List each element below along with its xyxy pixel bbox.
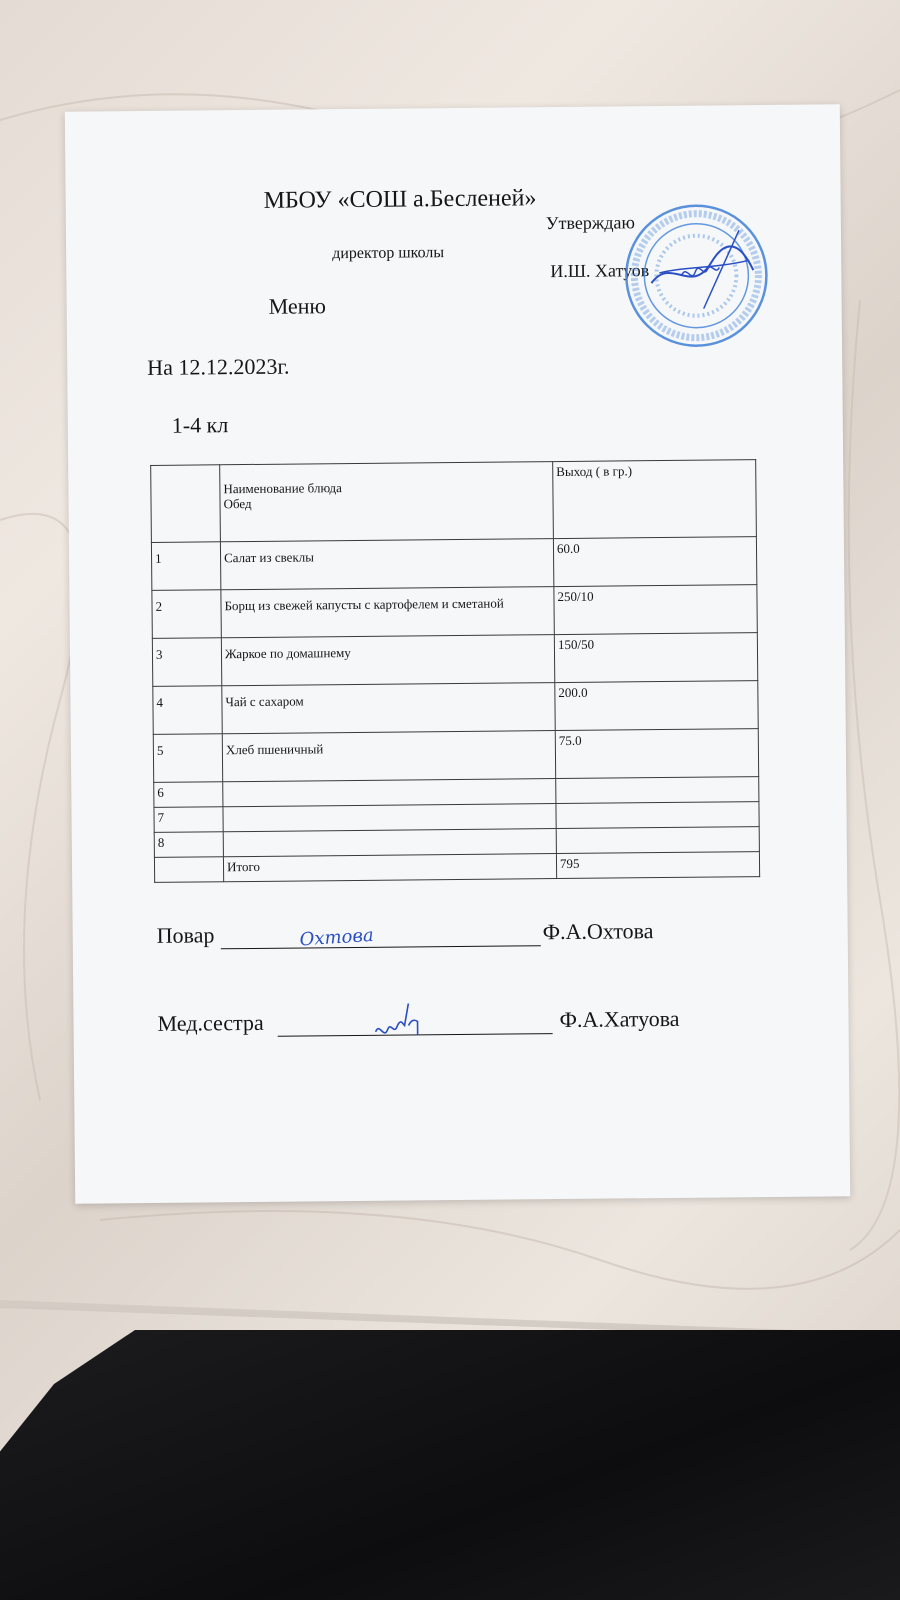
row-number: 8 (154, 832, 223, 858)
nurse-signature (371, 1001, 431, 1042)
dark-fabric (0, 1330, 900, 1600)
table-row (152, 633, 757, 687)
row-number: 7 (154, 807, 223, 833)
row-dish (223, 829, 556, 857)
row-yield: 60.0 (553, 537, 756, 587)
row-number: 6 (154, 782, 223, 808)
approve-label: Утверждаю (545, 212, 635, 234)
row-number: 5 (153, 734, 222, 783)
director-name: И.Ш. Хатуов (550, 260, 650, 282)
row-number: 1 (151, 542, 220, 591)
row-dish: Салат из свеклы (220, 539, 553, 590)
school-stamp (621, 200, 772, 351)
row-number: 4 (153, 686, 222, 735)
cook-signature (273, 915, 393, 956)
header-dish-cell (220, 462, 554, 542)
row-yield: 200.0 (555, 681, 758, 731)
table-row (153, 681, 758, 735)
menu-title: Меню (268, 293, 327, 319)
cook-signature-text: Охтова (299, 924, 375, 951)
row-yield: 250/10 (554, 585, 757, 635)
total-value: 795 (556, 852, 759, 879)
row-dish: Жаркое по домашнему (221, 635, 554, 686)
row-dish: Борщ из свежей капусты с картофелем и сметаной (221, 587, 554, 638)
total-label: Итого (223, 854, 556, 882)
table-header-row (151, 460, 757, 543)
cook-name: Ф.А.Охтова (542, 918, 654, 945)
nurse-name: Ф.А.Хатуова (559, 1005, 680, 1033)
row-yield (556, 777, 759, 804)
director-title: директор школы (332, 244, 445, 263)
row-number: 2 (152, 590, 221, 639)
row-dish: Хлеб пшеничный (222, 731, 555, 782)
table-row (153, 729, 758, 783)
total-empty-cell (154, 857, 223, 883)
row-dish: Чай с сахаром (222, 683, 555, 734)
row-yield (556, 827, 759, 854)
header-dish: Наименование блюда (223, 480, 342, 497)
header-yield: Выход ( в гр.) (556, 463, 633, 480)
menu-sheet (65, 104, 850, 1203)
school-name: МБОУ «СОШ а.Бесленей» (263, 185, 537, 214)
total-row (154, 852, 759, 883)
row-yield: 150/50 (554, 633, 757, 683)
row-number: 3 (152, 638, 221, 687)
nurse-label: Мед.сестра (157, 1009, 264, 1036)
cook-label: Повар (156, 922, 215, 948)
menu-table (150, 459, 760, 883)
row-yield: 75.0 (555, 729, 758, 779)
table-row (151, 537, 756, 591)
header-meal: Обед (223, 495, 252, 512)
header-yield-cell (553, 460, 757, 539)
table-row (152, 585, 757, 639)
menu-date: На 12.12.2023г. (147, 353, 290, 380)
grade-label: 1-4 кл (171, 412, 229, 438)
row-dish (223, 779, 556, 807)
row-yield (556, 802, 759, 829)
row-dish (223, 804, 556, 832)
header-number-cell (151, 465, 221, 543)
